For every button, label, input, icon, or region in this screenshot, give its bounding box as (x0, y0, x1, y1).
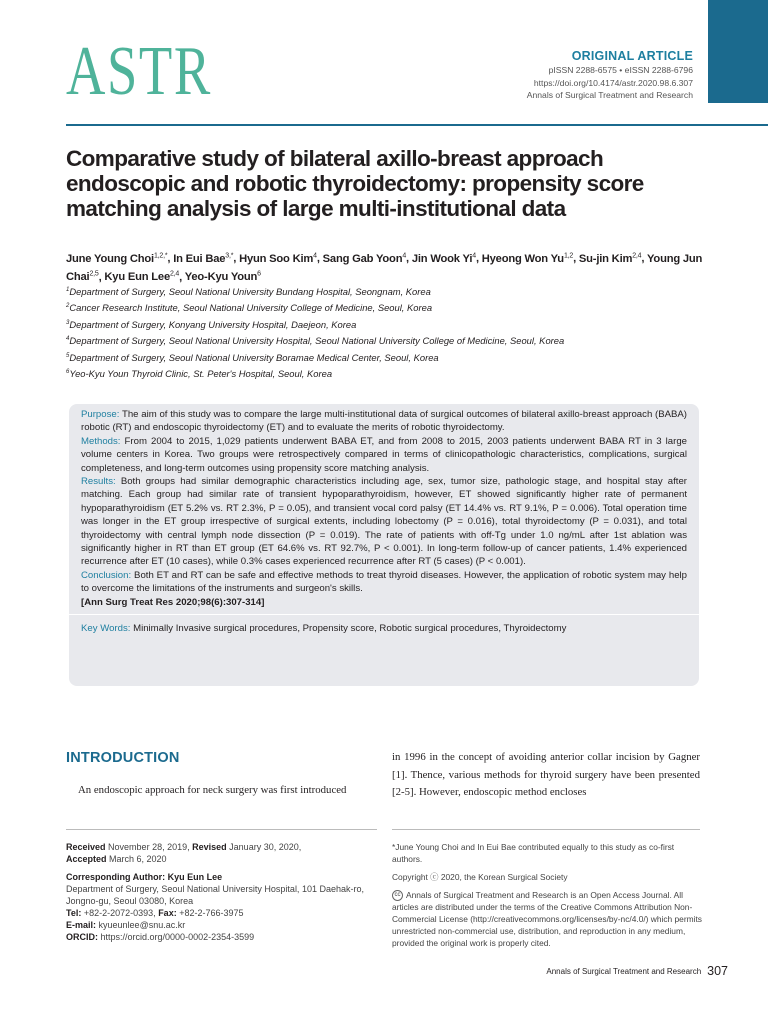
copyright-line: Copyright ⓒ 2020, the Korean Surgical Society (392, 872, 568, 882)
abstract-purpose: Purpose: The aim of this study was to compare the large multi-institutional data of surgical outcomes of bilateral axillo-breast approach (BABA) robotic (RT) and endoscopic thyroidectomy (ET) and to evaluate the merits of robotic thyroidectomy. (81, 409, 687, 434)
author-list: June Young Choi$^{1,2,*}$, In Eui Bae$^{3,*}$, Hyun Soo Kim$^4$, Sang Gab Yoon$^4$, Jin Wook Yi$^4$, Hyeong Won Yu$^{1,2}$, Su-jin Kim$^{2,4}$, Young Jun Chai$^{2,5}$, Kyu Eun Lee$^{2,4}$, Yeo-Kyu Youn$^6$ (66, 252, 703, 284)
author: Yeo-Kyu Youn$^6$ (184, 270, 261, 284)
footer-divider-left (66, 829, 377, 830)
history-dates: Received November 28, 2019, Revised January 30, 2020, Accepted March 6, 2020 (66, 842, 302, 864)
intro-text-left: An endoscopic approach for neck surgery was first introduced (78, 784, 347, 796)
author: Young Jun Chai$^{2,5}$ (66, 252, 703, 284)
article-title: Comparative study of bilateral axillo-breast approach endoscopic and robotic thyroidectomy: propensity score matching analysis of large multi-institutional data (66, 146, 644, 221)
running-journal-name: Annals of Surgical Treatment and Research (546, 967, 702, 976)
issn-line: pISSN 2288-6575 • eISSN 2288-6796 (548, 65, 693, 75)
abstract-results: Results: Both groups had similar demographic characteristics including age, sex, tumor size, pathologic stage, and hospital stay after matching. Each group had similar rate of transient hypoparathyroidism, however, ET showed significantly higher rate of permanent hypoparathyroidism (ET 5.2% vs. RT 2.3%, P = 0.05), and transient vocal cord palsy (ET 14.4% vs. RT 9.1%, P = 0.006). Total operation time was longer in the ET group irrespective of surgical extents, including lobectomy (P = 0.016), total thyroidectomy (P = 0.031), and total thyroidectomy with central lymph node dissection (P = 0.019). The rate of patients with off-Tg under 1.0 ng/mL after 1st ablation was significantly higher in RT than ET group (ET 64.6% vs. RT 92.7%, P < 0.001). In long-term follow-up of cancer patients, 1.4% experienced recurrence after ET (10 cases), while 0.3% cases experienced recurrence after RT (5 cases) (P < 0.001). (81, 476, 687, 568)
corresponding-author: Corresponding Author: Kyu Eun Lee Department of Surgery, Seoul National University Hospital, 101 Daehak-ro, Jongno-gu, Seoul 03080, Korea Tel: +82-2-2072-0393, Fax: +82-2-766-3975 E-mail: kyueunlee@snu.ac.kr ORCID: https://orcid.org/0000-0002-2354-3599 (66, 872, 364, 942)
abstract-conclusion: Conclusion: Both ET and RT can be safe and effective methods to treat thyroid diseases. However, the application of robotic system may help to overcome the limitations of the instruments and surgeon's skills. (81, 569, 687, 595)
email-link[interactable]: kyueunlee@snu.ac.kr (98, 920, 186, 930)
footer-divider-right (392, 829, 700, 830)
license-text: cc Annals of Surgical Treatment and Research is an Open Access Journal. All articles are distributed under the terms of the Creative Commons Attribution Non-Commercial License (http://creativecommons.org/licenses/by-nc/4.0/) which permits unrestricted non-commercial use, distribution, and reproduction in any medium, provided the original work is properly cited. (392, 890, 702, 949)
author: Hyun Soo Kim$^4$ (239, 252, 317, 265)
running-footer (546, 964, 728, 978)
header-meta (527, 48, 693, 102)
affiliation: $^1$Department of Surgery, Seoul National University Bundang Hospital, Seongnam, Korea (66, 286, 431, 298)
abstract-methods: Methods: From 2004 to 2015, 1,029 patients underwent BABA ET, and from 2008 to 2015, 2003 patients underwent BABA RT in 3 large volume centers in Korea. Two groups were retrospectively compared in terms of clinicopathologic characteristics, complications, surgical completeness, and long-term outcomes using propensity score matching analysis. (81, 435, 687, 474)
header-rule (66, 124, 768, 126)
affiliation: $^4$Department of Surgery, Seoul National University Hospital, Seoul National University College of Medicine, Seoul, Korea (66, 335, 565, 347)
section-heading-introduction: INTRODUCTION (66, 750, 180, 766)
corner-color-tab (708, 0, 768, 103)
orcid-link[interactable]: https://orcid.org/0000-0002-2354-3599 (100, 932, 255, 942)
author: In Eui Bae$^{3,*}$ (173, 252, 234, 265)
author: June Young Choi$^{1,2,*}$ (66, 252, 168, 265)
equal-contribution-note: *June Young Choi and In Eui Bae contributed equally to this study as co-first authors. (392, 842, 675, 864)
author: Sang Gab Yoon$^4$ (322, 252, 407, 265)
doi-link[interactable]: https://doi.org/10.4174/astr.2020.98.6.307 (533, 77, 693, 88)
article-type-label: ORIGINAL ARTICLE (571, 49, 693, 63)
abstract-box (69, 404, 699, 686)
affiliation: $^3$Department of Surgery, Konyang University Hospital, Daejeon, Korea (66, 318, 357, 330)
keywords: Key Words: Minimally Invasive surgical procedures, Propensity score, Robotic surgical procedures, Thyroidectomy (81, 623, 567, 635)
intro-text-right: in 1996 in the concept of avoiding anterior collar incision by Gagner [1]. Thence, various methods for thyroid surgery have been presented [2-5]. However, endoscopic method encloses (392, 751, 700, 798)
affiliation-list (66, 283, 706, 382)
author: Su-jin Kim$^{2,4}$ (578, 252, 642, 265)
affiliation: $^5$Department of Surgery, Seoul National University Boramae Medical Center, Seoul, Korea (66, 351, 439, 363)
abstract-citation: [Ann Surg Treat Res 2020;98(6):307-314] (81, 596, 265, 608)
page-number: 307 (707, 964, 728, 978)
license-footer (392, 841, 702, 949)
journal-logo: ASTR (66, 33, 212, 110)
article-history-footer (66, 841, 386, 943)
cc-license-icon: cc (392, 890, 403, 901)
affiliation: $^2$Cancer Research Institute, Seoul National University College of Medicine, Seoul, Korea (66, 302, 433, 314)
journal-name: Annals of Surgical Treatment and Research (526, 90, 693, 100)
author: Kyu Eun Lee$^{2,4}$ (104, 270, 180, 284)
author: Hyeong Won Yu$^{1,2}$ (481, 252, 574, 265)
affiliation: $^6$Yeo-Kyu Youn Thyroid Clinic, St. Peter's Hospital, Seoul, Korea (66, 368, 333, 380)
author: Jin Wook Yi$^4$ (411, 252, 476, 265)
